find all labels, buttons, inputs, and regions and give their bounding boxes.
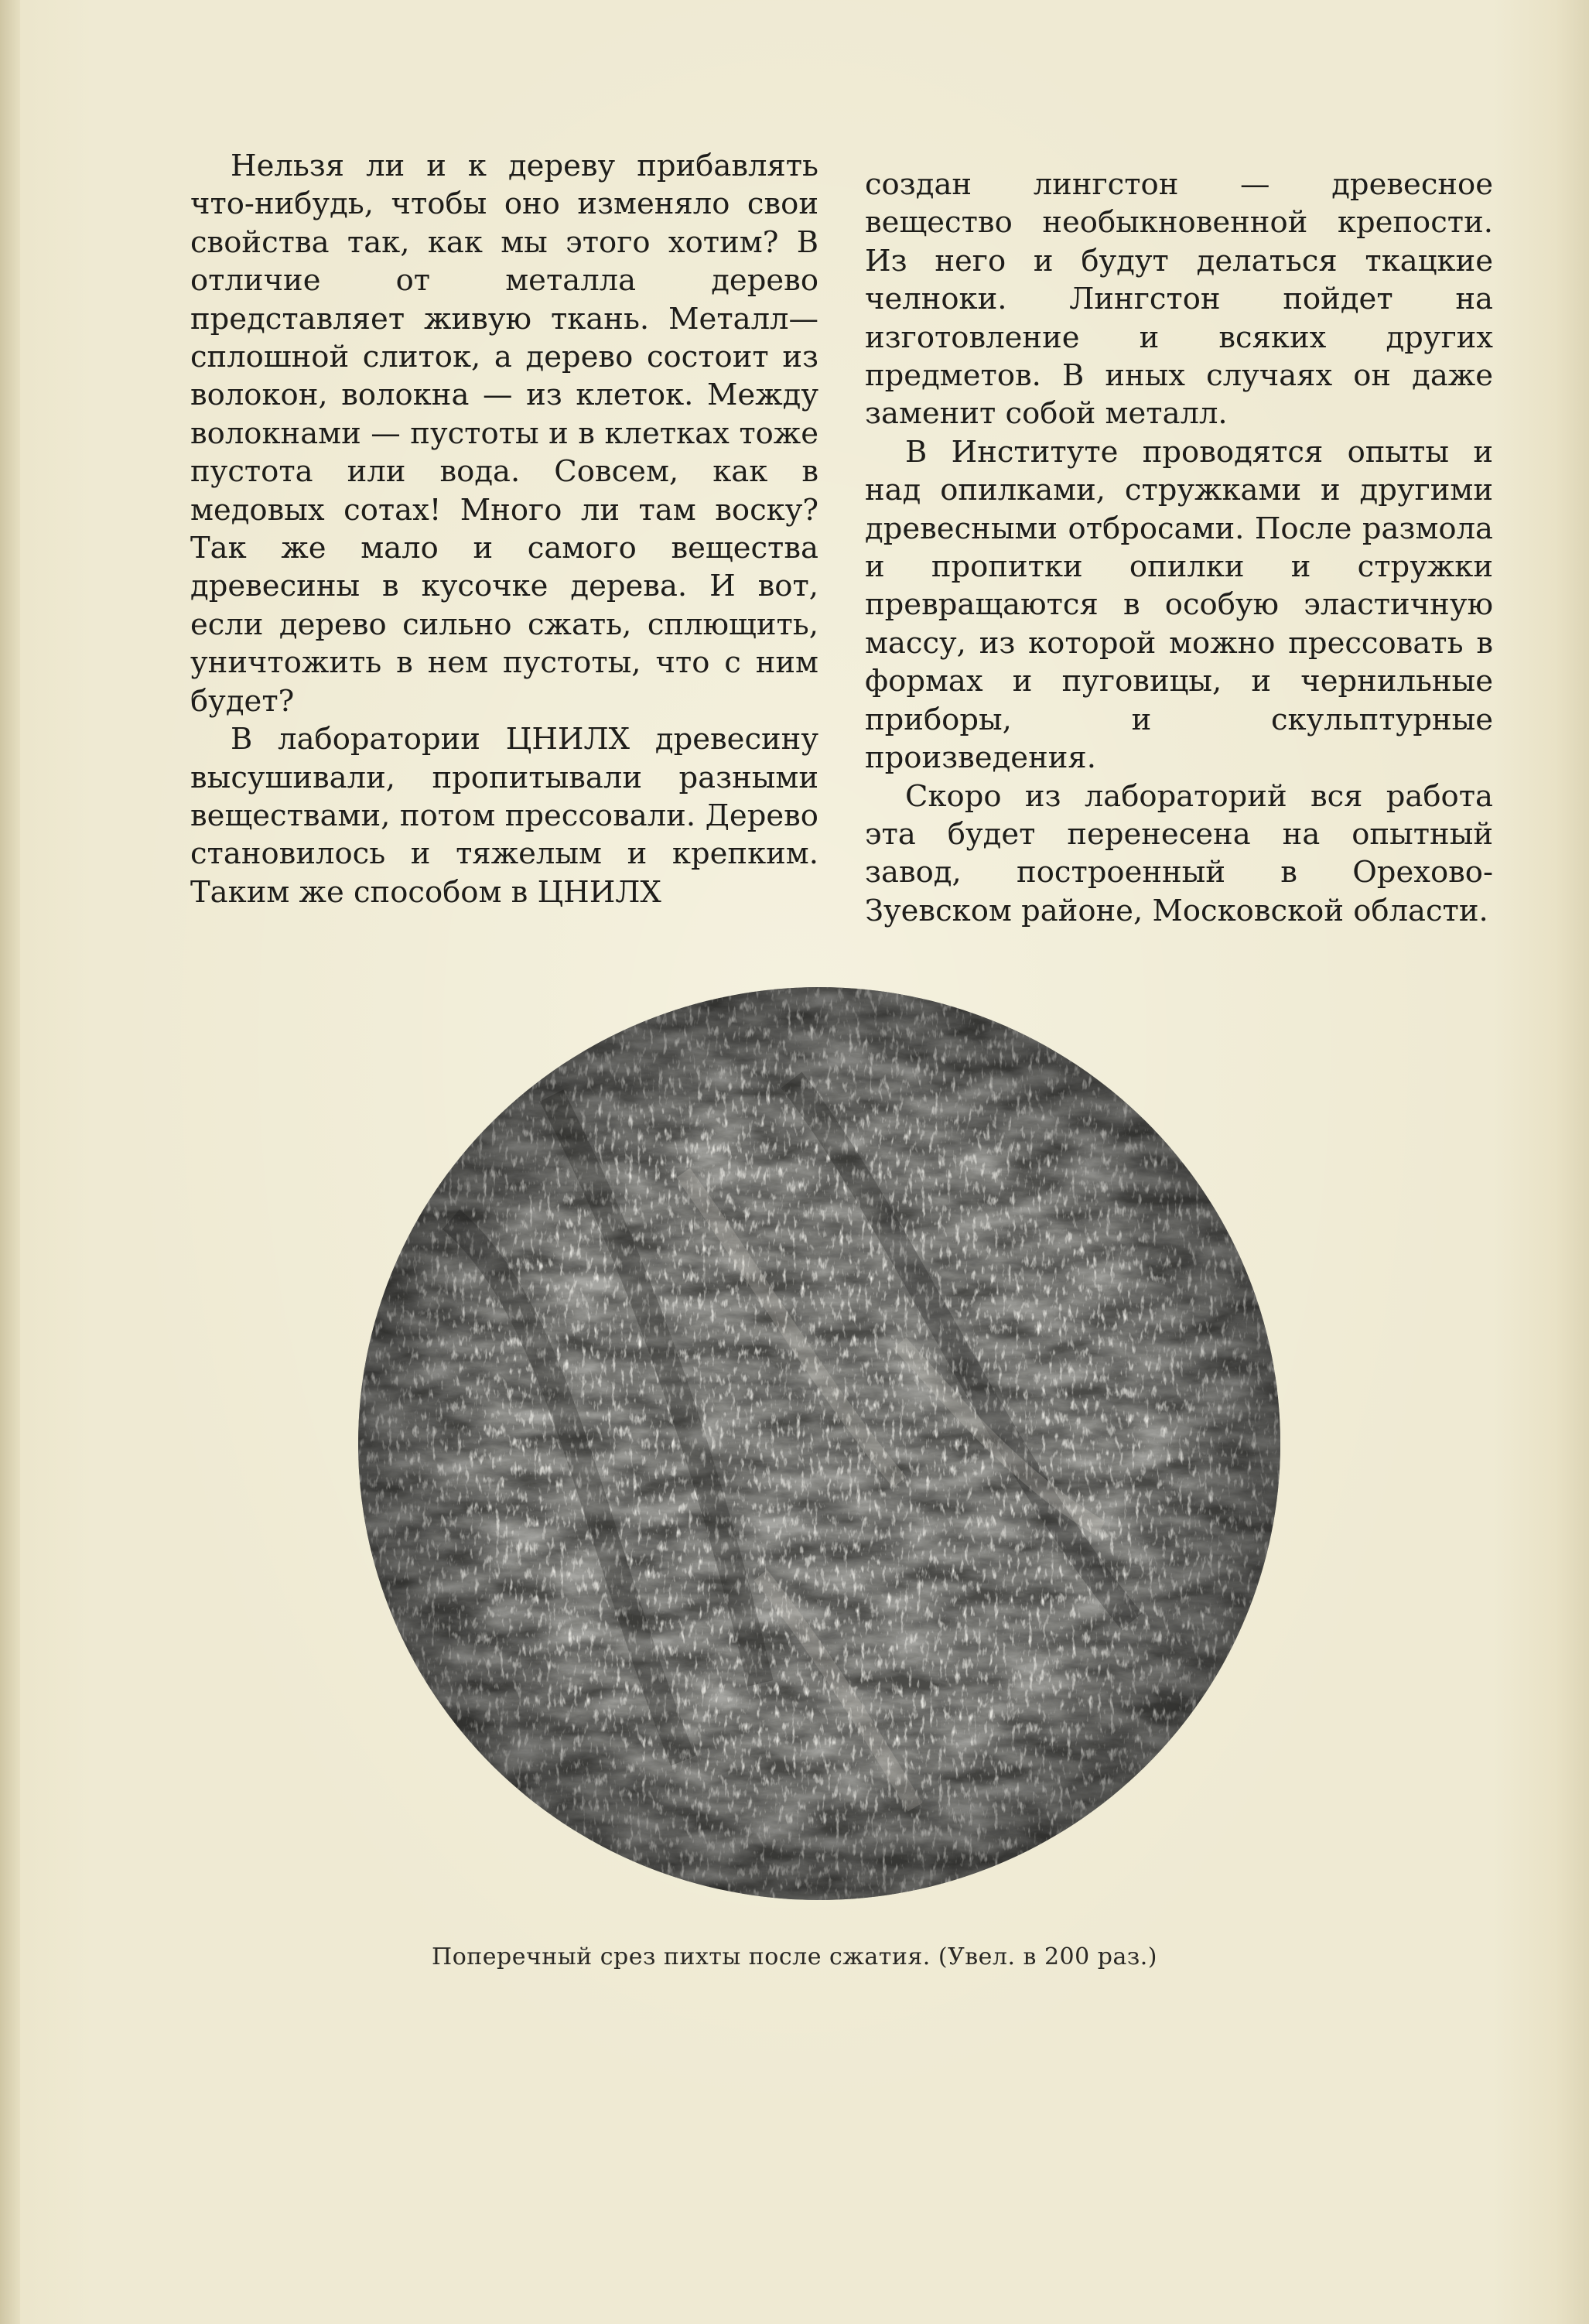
page-spine-edge: [0, 0, 20, 2324]
paragraph: Скоро из лабораторий вся работа эта будет перенесена на опытный завод, построенный в Орехово-Зуевском районе, Московской области.: [865, 778, 1493, 928]
text-column-right: [865, 166, 1493, 930]
text-column-left: [190, 147, 818, 911]
paragraph: создан лингстон — древесное вещество необыкновенной крепости. Из него и будут делаться ткацкие челноки. Лингстон пойдет на изготовление и всяких других предметов. В иных случаях он даже заменит собой металл.: [865, 167, 1493, 432]
paragraph: В лаборатории ЦНИЛХ древесину высушивали, пропитывали разными веществами, потом прессовали. Дерево становилось и тяжелым и крепким. Таким же способом в ЦНИЛХ: [190, 722, 818, 910]
wood-cross-section-micrograph: [358, 987, 1280, 1900]
paragraph: В Институте проводятся опыты и над опилками, стружками и другими древесными отбросами. После размола и пропитки опилки и стружки превращаются в особую эластичную массу, из которой можно прессовать в формах и пуговицы, и чернильные приборы, и скульптурные произведения.: [865, 434, 1493, 776]
micrograph-image: [358, 987, 1280, 1900]
paragraph: Нельзя ли и к дереву прибавлять что-нибудь, чтобы оно изменяло свои свойства так, как мы этого хотим? В отличие от металла дерево представляет живую ткань. Металл—сплошной слиток, а дерево состоит из волокон, волокна — из клеток. Между волокнами — пустоты и в клетках тоже пустота или вода. Совсем, как в медовых сотах! Много ли там воску? Так же мало и самого вещества древесины в кусочке дерева. И вот, если дерево сильно сжать, сплющить, уничтожить в нем пустоты, что с ним будет?: [190, 149, 818, 719]
figure-caption: Поперечный срез пихты после сжатия. (Увел. в 200 раз.): [432, 1943, 1157, 1970]
